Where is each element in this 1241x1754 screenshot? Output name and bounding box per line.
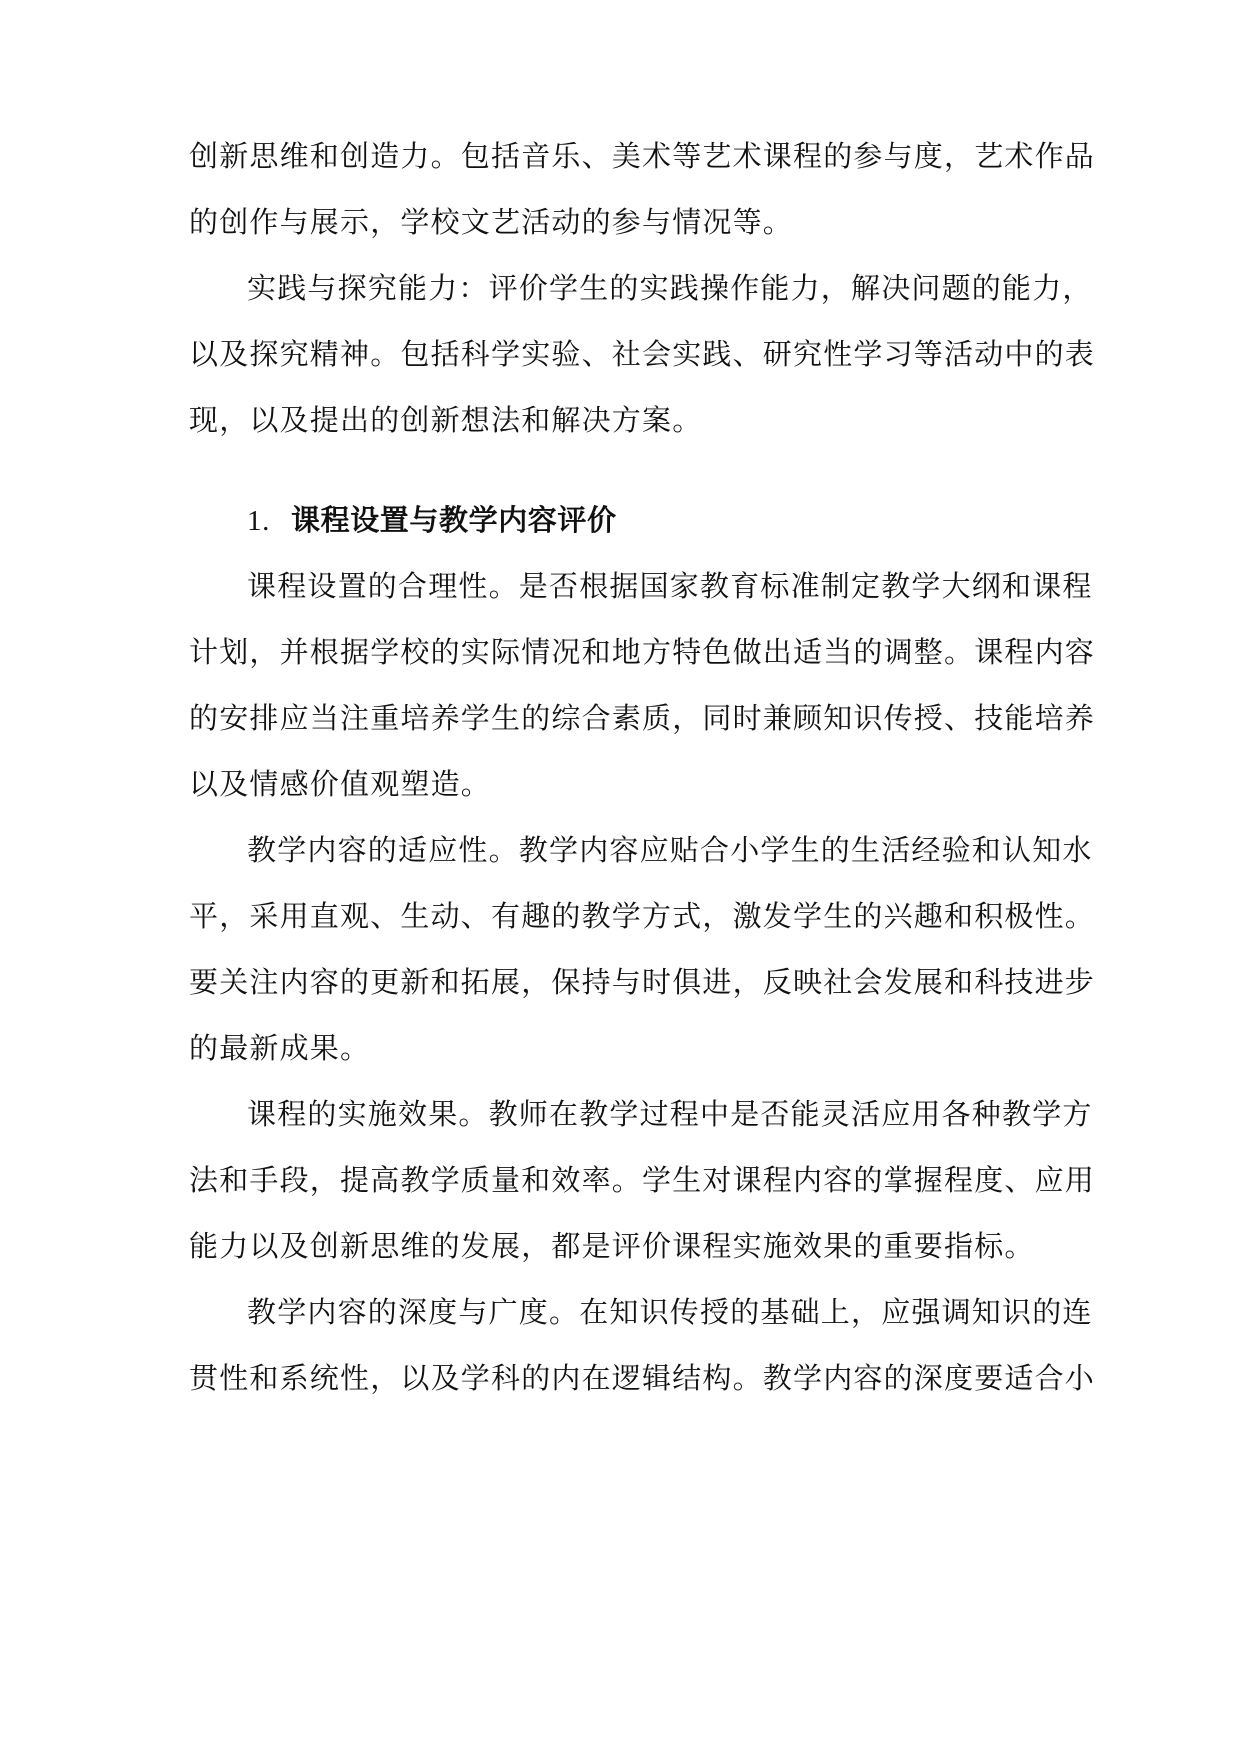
paragraph-line: 能力以及创新思维的发展，都是评价课程实施效果的重要指标。	[189, 1229, 1035, 1263]
section-heading-number: 1.	[247, 505, 270, 537]
paragraph-line: 的安排应当注重培养学生的综合素质，同时兼顾知识传授、技能培养	[189, 701, 1096, 735]
paragraph-line: 课程的实施效果。教师在教学过程中是否能灵活应用各种教学方	[247, 1097, 1093, 1131]
paragraph-line: 教学内容的适应性。教学内容应贴合小学生的生活经验和认知水	[247, 833, 1093, 867]
paragraph-line: 法和手段，提高教学质量和效率。学生对课程内容的掌握程度、应用	[189, 1163, 1096, 1197]
paragraph-line: 的最新成果。	[189, 1031, 371, 1065]
section-heading	[247, 500, 617, 540]
paragraph-line: 贯性和系统性，以及学科的内在逻辑结构。教学内容的深度要适合小	[189, 1361, 1096, 1395]
paragraph-line: 的创作与展示，学校文艺活动的参与情况等。	[189, 205, 794, 239]
paragraph-line: 要关注内容的更新和拓展，保持与时俱进，反映社会发展和科技进步	[189, 965, 1096, 999]
paragraph-line: 计划，并根据学校的实际情况和地方特色做出适当的调整。课程内容	[189, 635, 1096, 669]
paragraph-line: 现，以及提出的创新想法和解决方案。	[189, 403, 703, 437]
section-heading-text: 课程设置与教学内容评价	[291, 503, 617, 537]
paragraph-line: 教学内容的深度与广度。在知识传授的基础上，应强调知识的连	[247, 1295, 1093, 1329]
paragraph-line: 课程设置的合理性。是否根据国家教育标准制定教学大纲和课程	[247, 569, 1093, 603]
paragraph-line: 以及情感价值观塑造。	[189, 767, 492, 801]
paragraph-line: 平，采用直观、生动、有趣的教学方式，激发学生的兴趣和积极性。	[189, 899, 1096, 933]
paragraph-line: 创新思维和创造力。包括音乐、美术等艺术课程的参与度，艺术作品	[189, 139, 1096, 173]
paragraph-line: 以及探究精神。包括科学实验、社会实践、研究性学习等活动中的表	[189, 337, 1096, 371]
paragraph-line: 实践与探究能力：评价学生的实践操作能力，解决问题的能力，	[247, 271, 1093, 305]
